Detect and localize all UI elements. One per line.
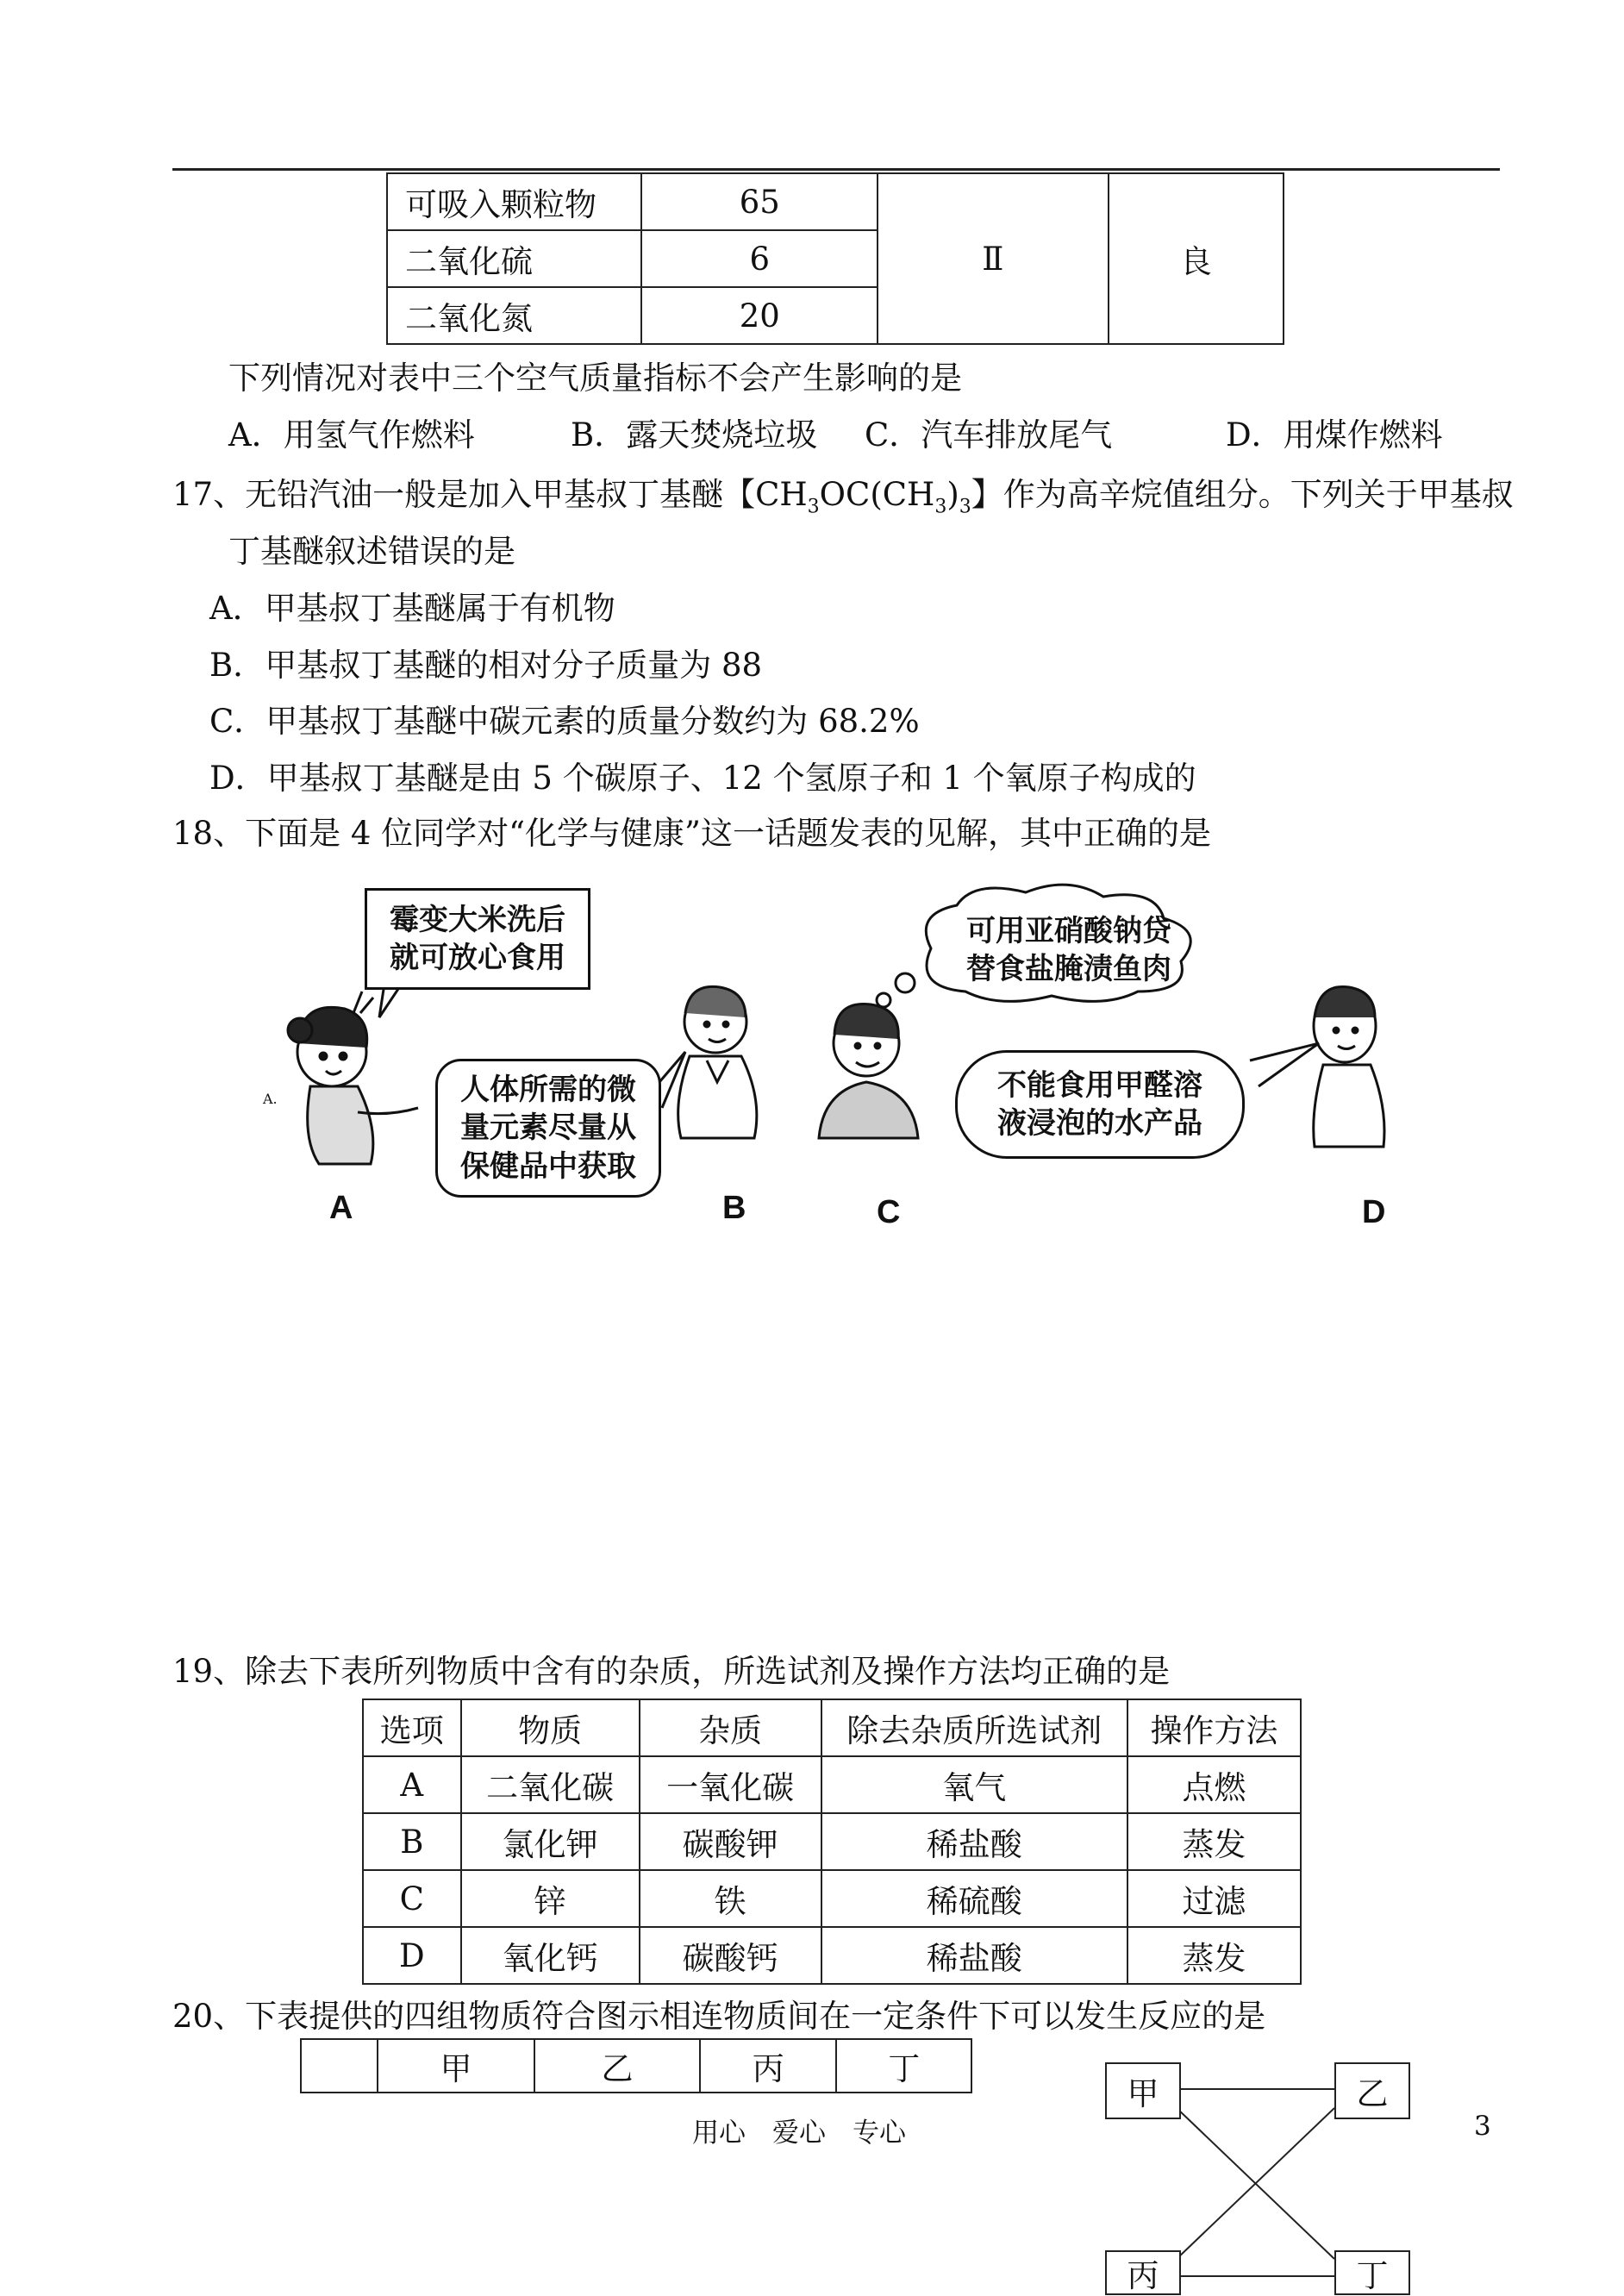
table-cell: 氧化钙 (461, 1927, 640, 1984)
table-cell: 一氧化碳 (640, 1756, 821, 1813)
table-header: 物质 (461, 1699, 640, 1756)
q16-option-c: C．汽车排放尾气 (865, 416, 1113, 454)
table-cell: 稀硫酸 (821, 1870, 1127, 1927)
q17-option-c: C．甲基叔丁基醚中碳元素的质量分数约为 68.2% (209, 703, 920, 740)
q16-option-b: B．露天焚烧垃圾 (571, 416, 818, 454)
student-a-figure (288, 992, 418, 1164)
table-row (363, 1813, 1301, 1870)
q17-stem: 17、无铅汽油一般是加入甲基叔丁基醚【$CH_3OC(CH_3)_3$】作为高辛烷值组分。下列关于甲基叔 (172, 476, 1514, 518)
node-bing: 丙 (1105, 2250, 1181, 2295)
table-row (363, 1927, 1301, 1984)
footer-motto: 用心 爱心 专心 (692, 2118, 906, 2149)
student-d-figure (1314, 986, 1384, 1147)
table-header: 除去杂质所选试剂 (821, 1699, 1127, 1756)
q20-stem: 20、下表提供的四组物质符合图示相连物质间在一定条件下可以发生反应的是 (172, 1998, 1266, 2035)
q17-option-a: A．甲基叔丁基醚属于有机物 (209, 590, 615, 627)
bubble-d-tail (1250, 1043, 1319, 1086)
q19-stem: 19、除去下表所列物质中含有的杂质，所选试剂及操作方法均正确的是 (172, 1653, 1171, 1690)
bubble-a: 霉变大米洗后 就可放心食用 (365, 888, 590, 990)
table-cell: 过滤 (1127, 1870, 1301, 1927)
bubble-d: 不能食用甲醛溶 液浸泡的水产品 (955, 1050, 1245, 1159)
table-header: 丙 (700, 2039, 836, 2093)
q16-option-d: D．用煤作燃料 (1226, 416, 1443, 454)
table-cell: 蒸发 (1127, 1813, 1301, 1870)
figure-label-b: B (722, 1190, 746, 1226)
table-header (301, 2039, 378, 2093)
table-cell: A (363, 1756, 461, 1813)
bubble-c: 可用亚硝酸钠贷 替食盐腌渍鱼肉 (966, 913, 1171, 986)
figure-label-d: D (1362, 1194, 1386, 1230)
q16-stem: 下列情况对表中三个空气质量指标不会产生影响的是 (228, 360, 962, 397)
table-cell: B (363, 1813, 461, 1870)
q17-option-d: D．甲基叔丁基醚是由 5 个碳原子、12 个氢原子和 1 个氧原子构成的 (209, 760, 1196, 797)
table-header: 丁 (836, 2039, 971, 2093)
table-header: 乙 (534, 2039, 700, 2093)
node-yi: 乙 (1334, 2062, 1410, 2119)
tiny-label-a: A. (263, 1091, 278, 1107)
table-cell: 碳酸钙 (640, 1927, 821, 1984)
table-cell: 20 (641, 287, 878, 344)
table-cell: 氯化钾 (461, 1813, 640, 1870)
page-number: 3 (1474, 2111, 1491, 2142)
table-cell: 点燃 (1127, 1756, 1301, 1813)
q16-option-a: A．用氢气作燃料 (228, 416, 475, 454)
table-cell: 锌 (461, 1870, 640, 1927)
q17-stem-line2: 丁基醚叙述错误的是 (228, 533, 515, 570)
thought-dot (877, 993, 890, 1007)
q19-table (362, 1699, 1302, 1985)
node-ding: 丁 (1334, 2250, 1410, 2295)
air-quality-table (386, 172, 1284, 345)
table-cell: 稀盐酸 (821, 1813, 1127, 1870)
student-b-figure (678, 986, 757, 1138)
table-cell: C (363, 1870, 461, 1927)
q20-table (300, 2038, 972, 2093)
table-cell: 二氧化碳 (461, 1756, 640, 1813)
table-cell: 可吸入颗粒物 (387, 173, 641, 230)
bubble-b: 人体所需的微 量元素尽量从 保健品中获取 (435, 1059, 661, 1198)
header-rule (172, 168, 1500, 171)
figure-label-a: A (329, 1190, 353, 1226)
table-header: 甲 (378, 2039, 534, 2093)
table-cell: 65 (641, 173, 878, 230)
table-cell: 6 (641, 230, 878, 287)
table-row (363, 1756, 1301, 1813)
table-cell: 二氧化氮 (387, 287, 641, 344)
table-cell: 二氧化硫 (387, 230, 641, 287)
table-header: 选项 (363, 1699, 461, 1756)
table-cell: 铁 (640, 1870, 821, 1927)
table-header: 杂质 (640, 1699, 821, 1756)
figure-label-c: C (877, 1194, 901, 1230)
table-header: 操作方法 (1127, 1699, 1301, 1756)
table-cell: 碳酸钾 (640, 1813, 821, 1870)
q17-option-b: B．甲基叔丁基醚的相对分子质量为 88 (209, 647, 763, 684)
table-cell: D (363, 1927, 461, 1984)
table-cell: 稀盐酸 (821, 1927, 1127, 1984)
node-jia: 甲 (1105, 2062, 1181, 2119)
table-cell: 氧气 (821, 1756, 1127, 1813)
table-cell: 蒸发 (1127, 1927, 1301, 1984)
table-cell: 良 (1109, 173, 1284, 344)
table-cell: Ⅱ (878, 173, 1108, 344)
table-row (363, 1870, 1301, 1927)
q18-stem: 18、下面是 4 位同学对“化学与健康”这一话题发表的见解，其中正确的是 (172, 815, 1211, 852)
thought-dot (896, 973, 915, 992)
student-c-figure (819, 1004, 918, 1138)
